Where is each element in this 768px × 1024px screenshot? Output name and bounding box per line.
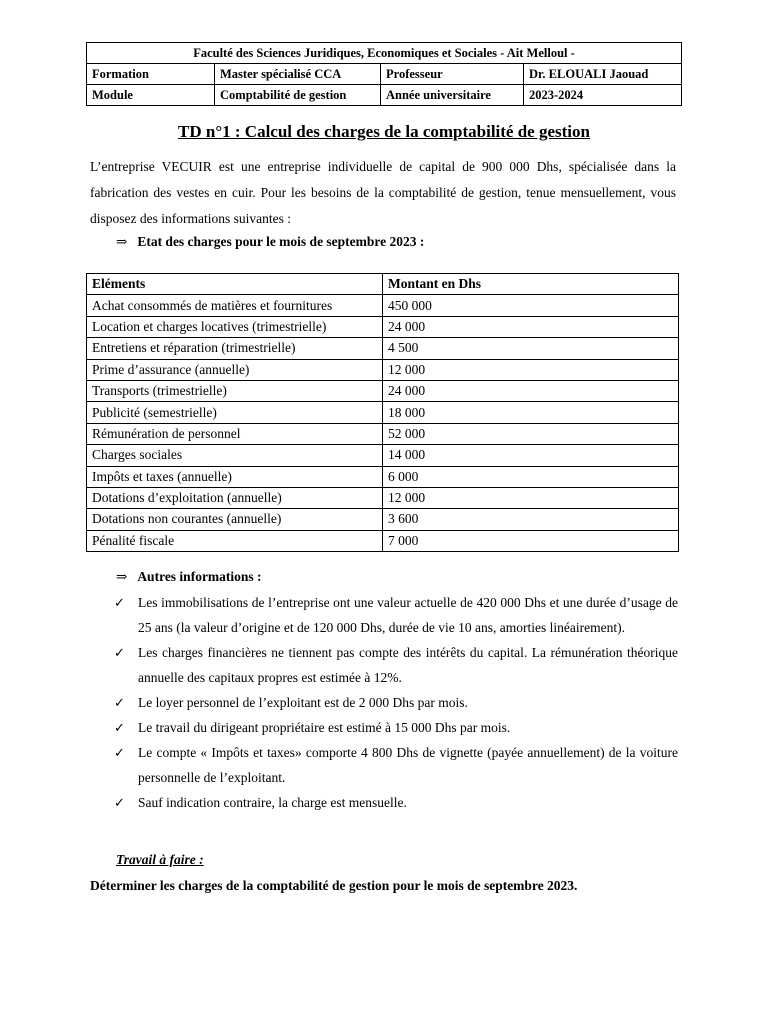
charge-label: Location et charges locatives (trimestrielle) — [87, 316, 383, 337]
checkmark-icon: ✓ — [114, 745, 125, 760]
table-row — [87, 445, 679, 466]
list-item — [112, 790, 678, 815]
charge-label: Pénalité fiscale — [87, 530, 383, 551]
table-header-row — [87, 274, 679, 295]
section-heading-other-text: Autres informations : — [137, 569, 262, 584]
professor-value: Dr. ELOUALI Jaouad — [524, 64, 682, 85]
table-row — [87, 466, 679, 487]
list-item — [112, 690, 678, 715]
table-row — [87, 402, 679, 423]
list-item-text: Les charges financières ne tiennent pas compte des intérêts du capital. La rémunération théorique annuelle des capitaux propres est estimée à 12%. — [138, 645, 678, 685]
charge-amount: 14 000 — [383, 445, 679, 466]
column-header-elements: Eléments — [87, 274, 383, 295]
table-row — [87, 359, 679, 380]
list-item — [112, 640, 678, 690]
charge-label: Transports (trimestrielle) — [87, 380, 383, 401]
list-item — [112, 740, 678, 790]
charge-amount: 24 000 — [383, 316, 679, 337]
list-item-text: Le travail du dirigeant propriétaire est estimé à 15 000 Dhs par mois. — [138, 720, 511, 735]
charge-label: Dotations d’exploitation (annuelle) — [87, 487, 383, 508]
table-row — [87, 423, 679, 444]
intro-paragraph — [90, 154, 676, 232]
charge-amount: 6 000 — [383, 466, 679, 487]
charge-label: Impôts et taxes (annuelle) — [87, 466, 383, 487]
charge-amount: 24 000 — [383, 380, 679, 401]
column-header-amount: Montant en Dhs — [383, 274, 679, 295]
list-item-text: Les immobilisations de l’entreprise ont une valeur actuelle de 420 000 Dhs et une durée d’usage de 25 ans (la valeur d’origine et de 120 000 Dhs, durée de vie 10 ans, amorties linéairement). — [138, 595, 678, 635]
work-heading: Travail à faire : — [116, 852, 204, 867]
list-item-text: Le compte « Impôts et taxes» comporte 4 800 Dhs de vignette (payée annuellement) de la voiture personnelle de l’exploitant. — [138, 745, 678, 785]
charge-amount: 12 000 — [383, 359, 679, 380]
intro-text: L’entreprise VECUIR est une entreprise individuelle de capital de 900 000 Dhs, spécialisée dans la fabrication des vestes en cuir. Pour les besoins de la comptabilité de gestion, tenue mensuellement, vous disposez des informations suivantes : — [90, 159, 676, 226]
charge-amount: 7 000 — [383, 530, 679, 551]
charge-label: Dotations non courantes (annuelle) — [87, 509, 383, 530]
year-label: Année universitaire — [381, 85, 524, 106]
faculty-name: Faculté des Sciences Juridiques, Economiques et Sociales - Ait Melloul - — [87, 43, 682, 64]
module-value: Comptabilité de gestion — [215, 85, 381, 106]
other-info-list — [112, 590, 678, 815]
list-item — [112, 715, 678, 740]
section-heading-charges — [116, 234, 424, 250]
table-row — [87, 530, 679, 551]
section-heading-charges-text: Etat des charges pour le mois de septembre 2023 : — [137, 234, 425, 249]
arrow-icon: ⇒ — [116, 569, 128, 584]
list-item-text: Sauf indication contraire, la charge est mensuelle. — [138, 795, 407, 810]
arrow-icon: ⇒ — [116, 234, 128, 249]
charge-label: Prime d’assurance (annuelle) — [87, 359, 383, 380]
charge-amount: 4 500 — [383, 338, 679, 359]
checkmark-icon: ✓ — [114, 795, 125, 810]
charge-label: Achat consommés de matières et fournitures — [87, 295, 383, 316]
checkmark-icon: ✓ — [114, 720, 125, 735]
charge-amount: 12 000 — [383, 487, 679, 508]
charge-amount: 450 000 — [383, 295, 679, 316]
module-label: Module — [87, 85, 215, 106]
header-table — [86, 42, 682, 106]
list-item-text: Le loyer personnel de l’exploitant est de 2 000 Dhs par mois. — [138, 695, 468, 710]
formation-label: Formation — [87, 64, 215, 85]
checkmark-icon: ✓ — [114, 595, 125, 610]
charge-amount: 3 600 — [383, 509, 679, 530]
table-row — [87, 295, 679, 316]
charge-label: Rémunération de personnel — [87, 423, 383, 444]
charge-label: Publicité (semestrielle) — [87, 402, 383, 423]
checkmark-icon: ✓ — [114, 695, 125, 710]
table-row — [87, 487, 679, 508]
formation-value: Master spécialisé CCA — [215, 64, 381, 85]
table-row — [87, 509, 679, 530]
charge-label: Entretiens et réparation (trimestrielle) — [87, 338, 383, 359]
table-row — [87, 316, 679, 337]
checkmark-icon: ✓ — [114, 645, 125, 660]
charge-label: Charges sociales — [87, 445, 383, 466]
list-item — [112, 590, 678, 640]
table-row — [87, 380, 679, 401]
charge-amount: 52 000 — [383, 423, 679, 444]
year-value: 2023-2024 — [524, 85, 682, 106]
work-text: Déterminer les charges de la comptabilité de gestion pour le mois de septembre 2023. — [90, 878, 578, 893]
table-row — [87, 338, 679, 359]
page-title: TD n°1 : Calcul des charges de la comptabilité de gestion — [178, 122, 590, 141]
professor-label: Professeur — [381, 64, 524, 85]
charges-table — [86, 273, 679, 552]
charge-amount: 18 000 — [383, 402, 679, 423]
section-heading-other — [116, 569, 262, 585]
